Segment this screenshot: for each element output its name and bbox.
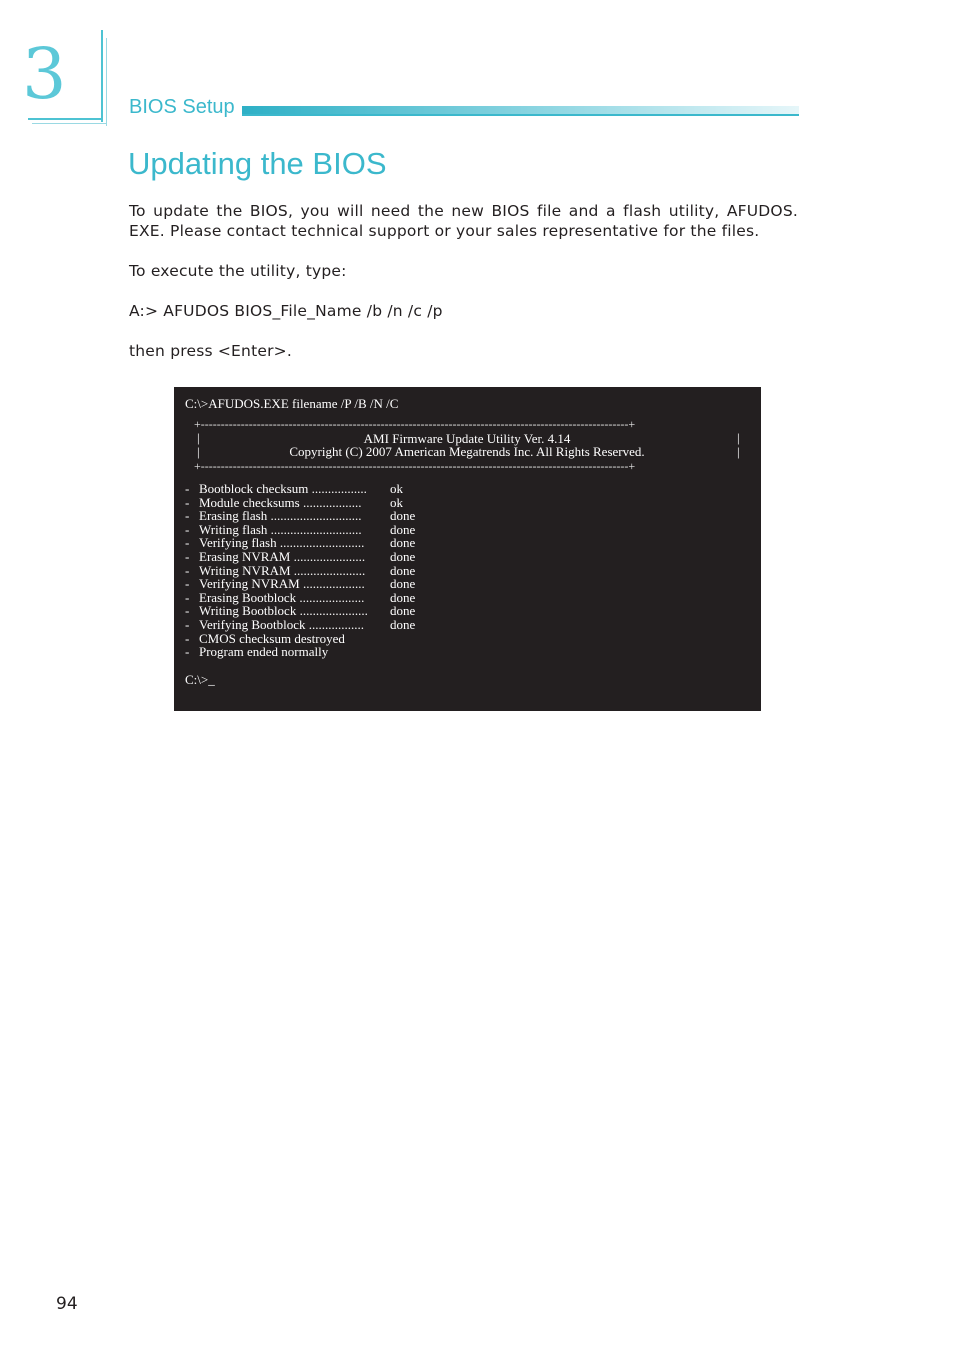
status-bullet: - — [185, 521, 190, 537]
chapter-rule-vertical-shadow — [106, 38, 107, 126]
status-bullet: - — [185, 535, 190, 551]
page-title: Updating the BIOS — [128, 146, 387, 181]
section-title: BIOS Setup — [129, 96, 235, 118]
status-label: Erasing Bootblock .................... — [199, 589, 365, 605]
status-bullet: - — [185, 562, 190, 578]
status-label: Program ended normally — [199, 644, 329, 660]
status-value: done — [390, 521, 416, 537]
status-value: done — [390, 508, 416, 524]
terminal-screenshot — [174, 387, 761, 711]
status-label: Module checksums .................. — [199, 494, 362, 510]
terminal-utility-title: AMI Firmware Update Utility Ver. 4.14 — [363, 431, 571, 446]
intro-paragraph: To update the BIOS, you will need the new BIOS file and a flash utility, AFUDOS. EXE. Please contact technical support or your sales representative for the files. — [129, 202, 798, 240]
status-bullet: - — [185, 644, 190, 660]
status-bullet: - — [185, 508, 190, 524]
status-label: Erasing NVRAM ...................... — [199, 548, 366, 564]
status-label: Writing NVRAM ...................... — [199, 562, 366, 578]
status-label: Verifying Bootblock ................. — [199, 616, 365, 632]
terminal-rule-bottom: +-----------------------------------------------------------------------------------------------------------+ — [194, 459, 636, 473]
status-bullet: - — [185, 630, 190, 646]
status-label: Erasing flash ............................ — [199, 508, 362, 524]
status-label: Bootblock checksum ................. — [199, 481, 367, 496]
terminal-bar-left: | — [197, 430, 200, 445]
status-value: done — [390, 548, 416, 564]
status-value: done — [390, 576, 416, 592]
execute-instruction: To execute the utility, type: — [129, 262, 347, 280]
status-bullet: - — [185, 616, 190, 632]
chapter-rule-horizontal — [28, 118, 103, 120]
terminal-command-line: C:\>AFUDOS.EXE filename /P /B /N /C — [185, 396, 399, 411]
terminal-bar-right: | — [737, 430, 740, 445]
status-value: done — [390, 535, 416, 551]
status-label: Writing Bootblock ..................... — [199, 603, 368, 619]
status-value: done — [390, 589, 416, 605]
terminal-prompt: C:\>_ — [185, 672, 215, 687]
chapter-rule-horizontal-shadow — [32, 123, 107, 124]
status-bullet: - — [185, 481, 190, 496]
status-bullet: - — [185, 548, 190, 564]
status-bullet: - — [185, 603, 190, 619]
page-number: 94 — [56, 1294, 78, 1314]
enter-instruction: then press <Enter>. — [129, 342, 292, 360]
status-bullet: - — [185, 494, 190, 510]
status-label: Writing flash ............................ — [199, 521, 362, 537]
terminal-rule-top: +-----------------------------------------------------------------------------------------------------------+ — [194, 417, 636, 431]
status-label: Verifying flash .......................... — [199, 535, 365, 551]
status-value: done — [390, 616, 416, 632]
status-bullet: - — [185, 589, 190, 605]
status-bullet: - — [185, 576, 190, 592]
chapter-rule-vertical — [101, 30, 103, 122]
status-value: ok — [390, 494, 403, 510]
header-underline — [242, 114, 799, 116]
terminal-bar-left: | — [197, 444, 200, 459]
status-value: done — [390, 562, 416, 578]
terminal-copyright: Copyright (C) 2007 American Megatrends Inc. All Rights Reserved. — [289, 444, 645, 459]
status-label: CMOS checksum destroyed — [199, 630, 345, 646]
command-example: A:> AFUDOS BIOS_File_Name /b /n /c /p — [129, 302, 443, 320]
status-value: done — [390, 603, 416, 619]
chapter-number: 3 — [22, 33, 67, 115]
terminal-bar-right: | — [737, 444, 740, 459]
status-label: Verifying NVRAM ................... — [199, 576, 365, 592]
status-value: ok — [390, 481, 403, 496]
